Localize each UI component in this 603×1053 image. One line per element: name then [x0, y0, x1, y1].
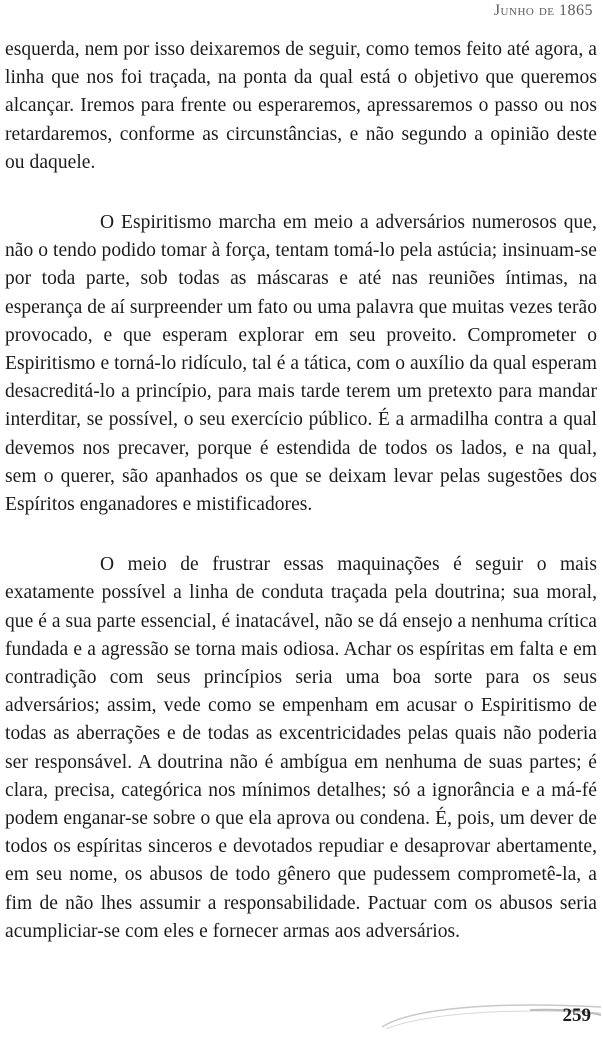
page-body: [5, 36, 597, 978]
page-footer: [0, 993, 603, 1053]
paragraph-adversaries: O Espiritismo marcha em meio a adversários numerosos que, não o tendo podido tomar à força, tentam tomá-lo pela astúcia; insinuam-se por toda parte, sob todas as máscaras e até nas reuniões íntimas, na esperança de aí surpreender um fato ou uma palavra que muitas vezes terão provocado, e que esperam explorar em seu proveito. Comprometer o Espiritismo e torná-lo ridículo, tal é a tática, com o auxílio da qual esperam desacreditá-lo a princípio, para mais tarde terem um pretexto para mandar interditar, se possível, o seu exercício público. É a armadilha contra a qual devemos nos precaver, porque é estendida de todos os lados, e na qual, sem o querer, são apanhados os que se deixam levar pelas sugestões dos Espíritos enganadores e mistificadores.: [5, 212, 597, 516]
paragraph-continuation: esquerda, nem por isso deixaremos de seguir, como temos feito até agora, a linha que nos foi traçada, na ponta da qual está o objetivo que queremos alcançar. Iremos para frente ou esperaremos, apressaremos o passo ou nos retardaremos, conforme as circunstâncias, e não segundo a opinião deste ou daquele.: [5, 39, 597, 173]
page-number: 259: [562, 1005, 591, 1026]
paragraph-frustrate: O meio de frustrar essas maquinações é seguir o mais exatamente possível a linha de conduta traçada pela doutrina; sua moral, que é a sua parte essencial, é inatacável, não se dá ensejo a nenhuma crítica fundada e a agressão se torna mais odiosa. Achar os espíritas em falta e em contradição com seus princípios seria uma boa sorte para os seus adversários; assim, vede como se empenham em acusar o Espiritismo de todas as aberrações e de todas as excentricidades pelas quais não poderia ser responsável. A doutrina não é ambígua em nenhuma de suas partes; é clara, precisa, categórica nos mínimos detalhes; só a ignorância e a má-fé podem enganar-se sobre o que ela aprova ou condena. É, pois, um dever de todos os espíritas sinceros e devotados repudiar e desaprovar abertamente, em seu nome, os abusos de todo gênero que pudessem comprometê-la, a fim de não lhes assumir a responsabilidade. Pactuar com os abusos seria acumpliciar-se com eles e fornecer armas aos adversários.: [5, 554, 597, 942]
running-header: Junho de 1865: [493, 2, 593, 19]
